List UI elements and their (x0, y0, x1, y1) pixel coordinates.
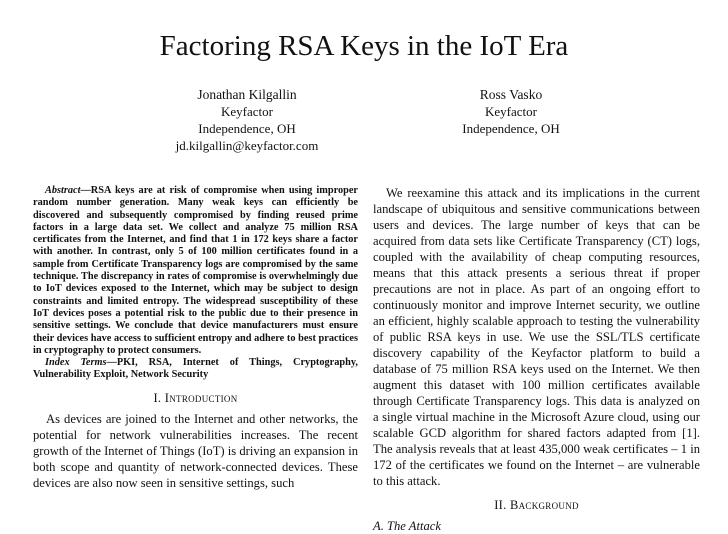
author-location: Independence, OH (198, 121, 296, 136)
index-terms-label: Index Terms (45, 357, 107, 369)
author-block-1 (117, 86, 377, 154)
right-column (373, 185, 700, 534)
index-terms (33, 357, 358, 382)
subsection-heading-attack: A. The Attack (373, 519, 441, 533)
author-affiliation: Keyfactor (221, 104, 273, 119)
abstract-label: Abstract (45, 185, 81, 196)
section-heading-background: II. Background (494, 498, 579, 512)
abstract (33, 185, 358, 357)
author-location: Independence, OH (462, 121, 560, 136)
left-column (33, 185, 358, 491)
abstract-text: —RSA keys are at risk of compromise when using improper random number generation. Many weak keys can efficiently be discovered and subsequently compromised by finding reused prime factors in a large data set. We collect and analyze 75 million RSA certificates from the Internet, and find that 1 in 172 keys share a factor with another. In contrast, only 5 of 100 million certificates found in a sample from Certificate Transparency logs are compromised by the same technique. The discrepancy in rates of compromise is overwhelmingly due to IoT devices exposed to the Internet, which may be subject to design constraints and limited entropy. The widespread susceptibility of these IoT devices poses a potential risk to the public due to their presence in sensitive settings. We conclude that device manufacturers must ensure their devices have access to sufficient entropy and adhere to best practices in cryptography to protect consumers. (33, 185, 358, 356)
body-paragraph: We reexamine this attack and its implications in the current landscape of ubiquitous and sensitive communications between users and devices. The large number of keys that can be acquired from data sets like Certificate Transparency (CT) logs, coupled with the availability of cheap computing resources, means that this attack presents a serious threat if proper precautions are not in place. As part of an ongoing effort to continuously monitor and improve Internet security, we outline an efficient, highly scalable approach to testing the vulnerability of public RSA keys in use. We use the SSL/TLS certificate discovery capability of the Keyfactor platform to build a database of 75 million RSA keys used on the Internet. We then augment this dataset with 100 million certificates available through Certificate Transparency logs. This data is analyzed on a single virtual machine in the Microsoft Azure cloud, using our scalable GCD algorithm for shared factors adapted from [1]. The analysis reveals that at least 435,000 weak certificates – 1 in 172 of the certificates we found on the Internet – are vulnerable to this attack. (373, 186, 700, 488)
author-affiliation: Keyfactor (485, 104, 537, 119)
introduction-paragraph: As devices are joined to the Internet and other networks, the potential for network vulnerabilities increases. The recent growth of the Internet of Things (IoT) is driving an expansion in both scope and quantity of network-connected devices. These devices are also now seen in sensitive settings, such (33, 411, 358, 490)
author-email: jd.kilgallin@keyfactor.com (175, 138, 319, 153)
author-name: Jonathan Kilgallin (197, 87, 297, 102)
index-terms-text: —PKI, RSA, Internet of Things, Cryptography, Vulnerability Exploit, Network Security (33, 357, 358, 381)
author-block-2 (381, 86, 641, 137)
section-heading-introduction: I. Introduction (153, 390, 238, 405)
paper-title: Factoring RSA Keys in the IoT Era (159, 30, 569, 62)
author-name: Ross Vasko (479, 87, 543, 102)
